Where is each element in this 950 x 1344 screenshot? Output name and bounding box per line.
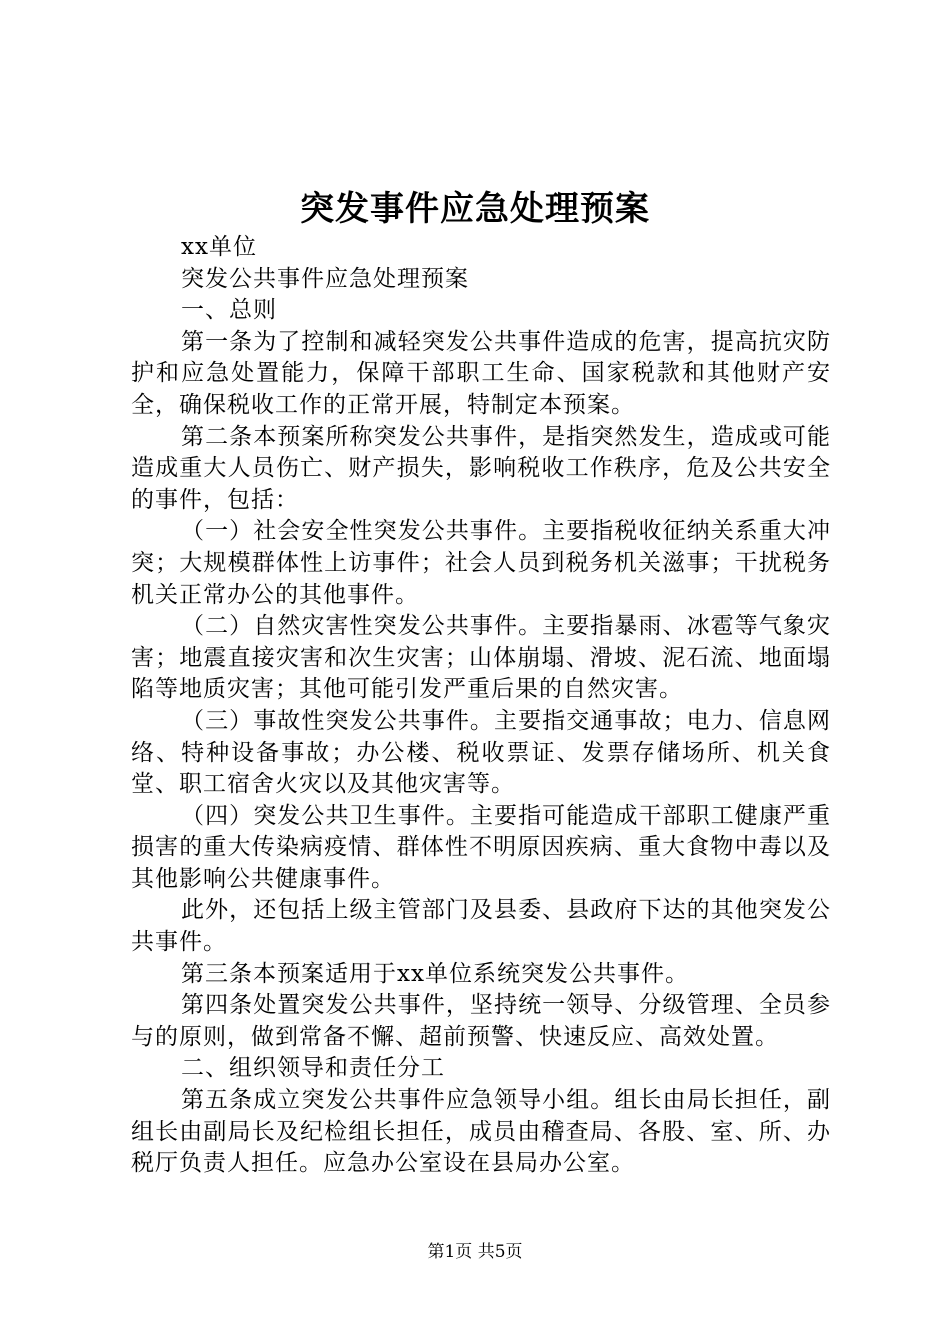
paragraph-item-3: （三）事故性突发公共事件。主要指交通事故；电力、信息网络、特种设备事故；办公楼、税收票证、发票存储场所、机关食堂、职工宿舍火灾以及其他灾害等。 xyxy=(131,707,831,798)
paragraph-item-4: （四）突发公共卫生事件。主要指可能造成干部职工健康严重损害的重大传染病疫情、群体性不明原因疾病、重大食物中毒以及其他影响公共健康事件。 xyxy=(131,802,831,892)
paragraph-article-2: 第二条本预案所称突发公共事件，是指突然发生，造成或可能造成重大人员伤亡、财产损失，影响税收工作秩序，危及公共安全的事件，包括： xyxy=(131,423,831,513)
paragraph-unit: xx单位 xyxy=(181,234,257,260)
section-heading-organization: 二、组织领导和责任分工 xyxy=(181,1055,445,1082)
paragraph-article-3: 第三条本预案适用于xx单位系统突发公共事件。 xyxy=(181,960,689,987)
document-title: 突发事件应急处理预案 xyxy=(300,189,650,229)
document-body xyxy=(131,232,831,1180)
section-heading-general: 一、总则 xyxy=(181,297,277,324)
page-footer: 第1页 共5页 xyxy=(427,1242,523,1262)
paragraph-article-5: 第五条成立突发公共事件应急领导小组。组长由局长担任，副组长由副局长及纪检组长担任，成员由稽查局、各股、室、所、办税厅负责人担任。应急办公室设在县局办公室。 xyxy=(131,1087,831,1177)
paragraph-article-1: 第一条为了控制和减轻突发公共事件造成的危害，提高抗灾防护和应急处置能力，保障干部职工生命、国家税款和其他财产安全，确保税收工作的正常开展，特制定本预案。 xyxy=(131,328,831,418)
paragraph-item-2: （二）自然灾害性突发公共事件。主要指暴雨、冰雹等气象灾害；地震直接灾害和次生灾害；山体崩塌、滑坡、泥石流、地面塌陷等地质灾害；其他可能引发严重后果的自然灾害。 xyxy=(131,613,831,703)
paragraph-plan-name: 突发公共事件应急处理预案 xyxy=(181,265,469,292)
paragraph-additional: 此外，还包括上级主管部门及县委、县政府下达的其他突发公共事件。 xyxy=(131,897,831,956)
paragraph-article-4: 第四条处置突发公共事件，坚持统一领导、分级管理、全员参与的原则，做到常备不懈、超前预警、快速反应、高效处置。 xyxy=(131,992,831,1050)
paragraph-item-1: （一）社会安全性突发公共事件。主要指税收征纳关系重大冲突；大规模群体性上访事件；社会人员到税务机关滋事；干扰税务机关正常办公的其他事件。 xyxy=(131,518,831,608)
